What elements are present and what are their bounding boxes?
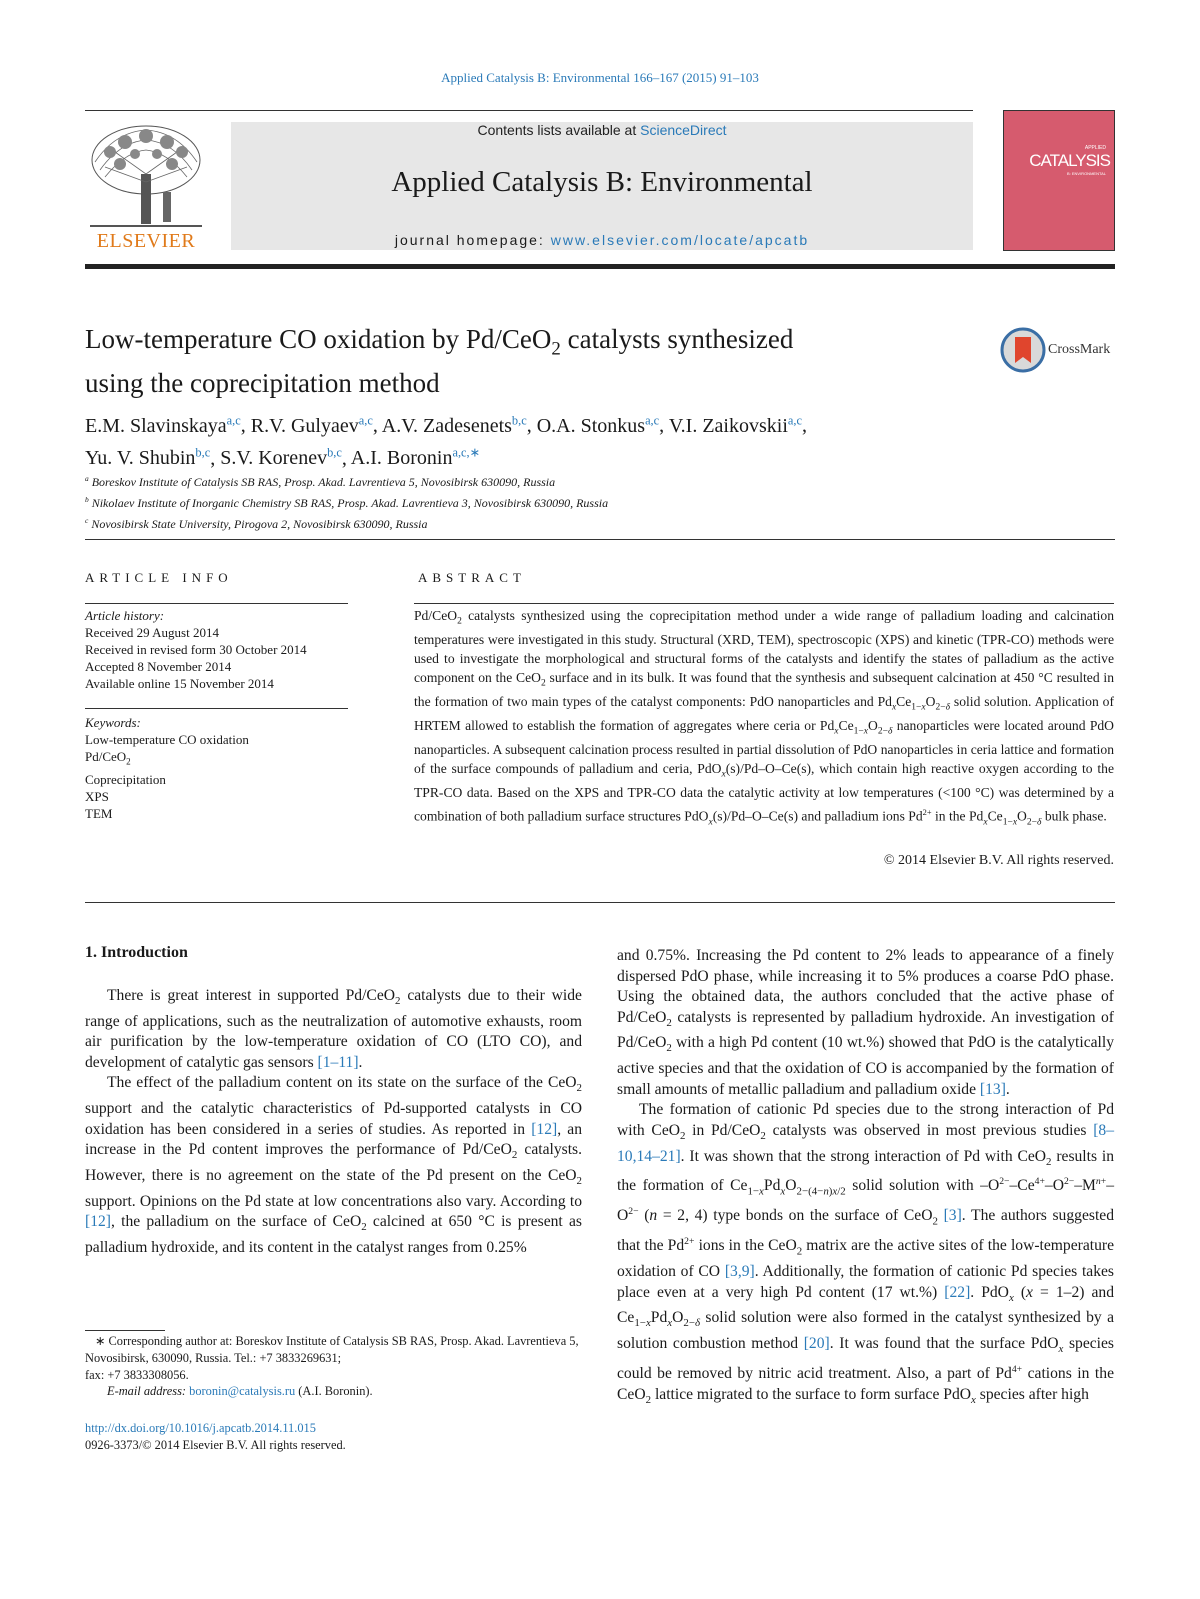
section-rule <box>85 902 1115 903</box>
accepted-date: Accepted 8 November 2014 <box>85 659 232 674</box>
history-label: Article history: <box>85 608 165 623</box>
keyword: Coprecipitation <box>85 771 166 787</box>
paragraph: There is great interest in supported Pd/CeO$_2$ catalysts due to their wide range of applications, such as the neutralization of automotive exhausts, room air purification by the low-temperature oxidation of CO (LTO CO), and development of catalytic gas sensors [1–11]. <box>85 987 582 1071</box>
title-part: catalysts synthesized <box>560 324 794 354</box>
keywords-label: Keywords: <box>85 715 141 730</box>
email-link[interactable]: boronin@catalysis.ru <box>189 1384 296 1399</box>
keyword: XPS <box>85 788 109 804</box>
elsevier-logo <box>85 122 207 254</box>
elsevier-wordmark: ELSEVIER <box>96 230 196 252</box>
author[interactable]: R.V. Gulyaev$^{a,c}$ <box>250 413 373 437</box>
journal-cover[interactable] <box>1003 110 1115 251</box>
email-line: E-mail address: boronin@catalysis.ru (A.I. Boronin). <box>107 1384 373 1399</box>
section-rule <box>85 539 1115 540</box>
citation-link[interactable]: [8–10,14–21] <box>617 1121 1114 1165</box>
affiliation-c: $^c$ Novosibirsk State University, Pirogova 2, Novosibirsk 630090, Russia <box>85 516 428 531</box>
crossmark-badge[interactable] <box>1000 327 1120 373</box>
author[interactable]: Yu. V. Shubin$^{b,c}$ <box>85 445 211 470</box>
cover-applied: APPLIED <box>1084 145 1106 151</box>
journal-title: Applied Catalysis B: Environmental <box>391 166 813 198</box>
paragraph: The effect of the palladium content on its state on the surface of the CeO$_2$ support and the catalytic characteristics of Pd-supported catalysts in CO oxidation has been considered in a series of studies. As reported in [12], an increase in the Pd content improves the performance of Pd/CeO$_2$ catalysts. However, there is no agreement on the state of the Pd present on the CeO$_2$ support. Opinions on the Pd state at low concentrations also vary. According to [12], the palladium on the surface of CeO$_2$ calcined at 650 °C is present as palladium hydroxide, and its content in the catalyst ranges from 0.25% <box>85 1074 583 1257</box>
journal-homepage <box>231 232 973 248</box>
crossmark-label: CrossMark <box>1048 342 1111 357</box>
citation-link[interactable]: [22] <box>944 1283 971 1301</box>
keyword: Pd/CeO$_2$ <box>85 749 131 767</box>
revised-date: Received in revised form 30 October 2014 <box>85 642 307 657</box>
paragraph: and 0.75%. Increasing the Pd content to 2% leads to appearance of a finely dispersed PdO phase, while increasing it to 5% produces a coarse PdO phase. Using the obtained data, the authors concluded that the active phase of Pd/CeO$_2$ catalysts is represented by palladium hydroxide. An investigation of Pd/CeO$_2$ with a high Pd content (10 wt.%) showed that PdO is the catalytically active species and that the oxidation of CO is accompanied by the formation of small amounts of metallic palladium and palladium oxide [13]. <box>617 947 1114 1098</box>
contents-line <box>231 122 973 138</box>
crossmark-icon <box>1000 327 1046 373</box>
body-column-right <box>617 946 1114 1410</box>
citation-link[interactable]: [3,9] <box>724 1263 755 1281</box>
cover-subtitle: B: ENVIRONMENTAL <box>1066 171 1106 176</box>
homepage-link[interactable]: www.elsevier.com/locate/apcatb <box>550 232 810 248</box>
title-part: Low-temperature CO oxidation by Pd/CeO <box>85 324 552 354</box>
citation-link[interactable]: [20] <box>803 1335 830 1353</box>
journal-banner <box>231 122 973 250</box>
footnote <box>85 1333 585 1400</box>
affiliation-b: $^b$ Nikolaev Institute of Inorganic Chemistry SB RAS, Prosp. Akad. Lavrentieva 3, Novosibirsk 630090, Russia <box>85 495 609 510</box>
paragraph: The formation of cationic Pd species due to the strong interaction of Pd with CeO$_2$ in Pd/CeO$_2$ catalysts was observed in most previous studies [8–10,14–21]. It was shown that the strong interaction of Pd with CeO$_2$ results in the formation of $Ce_{1-x}Pd_xO_{2-(4-n)x/2}$ solid solution with $-O^{2-}-Ce^{4+}-O^{2-}-M^{n+}-O^{2-}$ (n = 2, 4) type bonds on the surface of CeO$_2$ [3]. The authors suggested that the $Pd^{2+}$ ions in the CeO$_2$ matrix are the active sites of the low-temperature oxidation of CO [3,9]. Additionally, the formation of cationic Pd species takes place even at a very high Pd content (17 wt.%) [22]. PdO$_x$ (x = 1–2) and $Ce_{1-x}Pd_xO_{2-\delta}$ solid solution were also formed in the catalyst synthesized by a solution combustion method [20]. It was found that the surface PdO$_x$ species could be removed by nitric acid treatment. Also, a part of $Pd^{4+}$ cations in the CeO$_2$ lattice migrated to the surface to form surface PdO$_x$ species after high <box>617 1101 1115 1406</box>
title-subscript: 2 <box>551 338 561 360</box>
keywords-rule <box>85 708 348 709</box>
citation-link[interactable]: [13] <box>979 1080 1006 1098</box>
intro-heading: 1. Introduction <box>85 944 188 961</box>
received-date: Received 29 August 2014 <box>85 625 219 640</box>
contents-prefix: Contents lists available at <box>477 122 641 138</box>
keywords <box>85 714 355 822</box>
issn-line: 0926-3373/© 2014 Elsevier B.V. All rights reserved. <box>85 1438 346 1452</box>
affiliations <box>85 470 985 533</box>
abstract-text: Pd/CeO$_2$ catalysts synthesized using the coprecipitation method under a wide range of palladium loading and calcination temperatures were investigated in this study. Structural (XRD, TEM), spectroscopic (XPS) and kinetic (TPR-CO) methods were used to investigate the morphological and structural forms of the catalysts and identify the states of palladium as the active component on the CeO$_2$ surface and in its bulk. It was found that the synthesis and subsequent calcination at 450 °C resulted in the formation of two main types of the catalyst components: PdO nanoparticles and $Pd_xCe_{1-x}O_{2-\delta}$ solid solution. Application of HRTEM allowed to establish the formation of aggregates where ceria or $Pd_xCe_{1-x}O_{2-\delta}$ nanoparticles were located around PdO nanoparticles. A subsequent calcination process resulted in partial dissolution of PdO nanoparticles in ceria lattice and formation of the surface compounds of palladium and ceria, PdO$_x$(s)/Pd–O–Ce(s), which contain high reactive oxygen according to the TPR-CO data. Based on the XPS and TPR-CO data the catalytic activity at low temperatures (<100 °C) was determined by a combination of both palladium surface structures PdO$_x$(s)/Pd–O–Ce(s) and palladium ions $Pd^{2+}$ in the $Pd_xCe_{1-x}O_{2-\delta}$ bulk phase. <box>414 608 1114 828</box>
article-info-heading: ARTICLE INFO <box>85 570 233 585</box>
affiliation-a: $^a$ Boreskov Institute of Catalysis SB RAS, Prosp. Akad. Lavrentieva 5, Novosibirsk 630090, Russia <box>85 474 556 489</box>
article-info-rule <box>85 603 348 604</box>
citation-link[interactable]: [12] <box>531 1120 558 1138</box>
cover-title: CATALYSIS <box>1029 151 1110 170</box>
tree-icon <box>85 122 207 232</box>
citation-link[interactable]: [3] <box>943 1207 962 1225</box>
homepage-prefix: journal homepage: <box>394 232 551 248</box>
header-rule <box>85 110 973 111</box>
abstract-rule <box>414 603 1114 604</box>
title-line-2: using the coprecipitation method <box>85 368 440 399</box>
author[interactable]: A.I. Boronin$^{a,c,∗}$ <box>350 445 481 470</box>
author[interactable]: O.A. Stonkus$^{a,c}$ <box>536 413 660 437</box>
author[interactable]: E.M. Slavinskaya$^{a,c}$ <box>85 413 241 437</box>
article-history <box>85 607 355 692</box>
abstract-heading: ABSTRACT <box>418 570 526 585</box>
author-list: E.M. Slavinskaya$^{a,c}$, R.V. Gulyaev$^{a,c}$, A.V. Zadesenets$^{b,c}$, O.A. Stonkus$^{a,c}$, V.I. Zaikovskii$^{a,c}$, Yu. V. Shubin$^{b,c}$, S.V. Korenev$^{b,c}$, A.I. Boronin$^{a,c,∗}$ <box>85 413 807 470</box>
header-thick-rule <box>85 264 1115 269</box>
body-column-left <box>85 986 582 1259</box>
citation-link[interactable]: [1–11] <box>317 1053 359 1071</box>
author[interactable]: S.V. Korenev$^{b,c}$ <box>220 445 342 470</box>
abstract-copyright: © 2014 Elsevier B.V. All rights reserved. <box>883 853 1114 868</box>
footnote-rule <box>85 1330 165 1331</box>
author[interactable]: A.V. Zadesenets$^{b,c}$ <box>381 413 527 437</box>
fax: fax: +7 3833308056. <box>85 1367 189 1382</box>
journal-citation[interactable]: Applied Catalysis B: Environmental 166–167 (2015) 91–103 <box>441 70 759 85</box>
keyword: TEM <box>85 805 113 821</box>
online-date: Available online 15 November 2014 <box>85 676 274 691</box>
keyword: Low-temperature CO oxidation <box>85 732 249 747</box>
doi-link[interactable]: http://dx.doi.org/10.1016/j.apcatb.2014.11.015 <box>85 1421 316 1435</box>
author[interactable]: V.I. Zaikovskii$^{a,c}$ <box>668 413 802 437</box>
article-title <box>85 322 975 401</box>
sciencedirect-link[interactable]: ScienceDirect <box>640 122 727 138</box>
doi-block <box>85 1420 585 1454</box>
corresponding-author: ∗ Corresponding author at: Boreskov Institute of Catalysis SB RAS, Prosp. Akad. Lavrentieva 5, Novosibirsk, 630090, Russia. Tel.: +7 3833269631; <box>85 1334 579 1365</box>
citation-link[interactable]: [12] <box>85 1213 111 1231</box>
